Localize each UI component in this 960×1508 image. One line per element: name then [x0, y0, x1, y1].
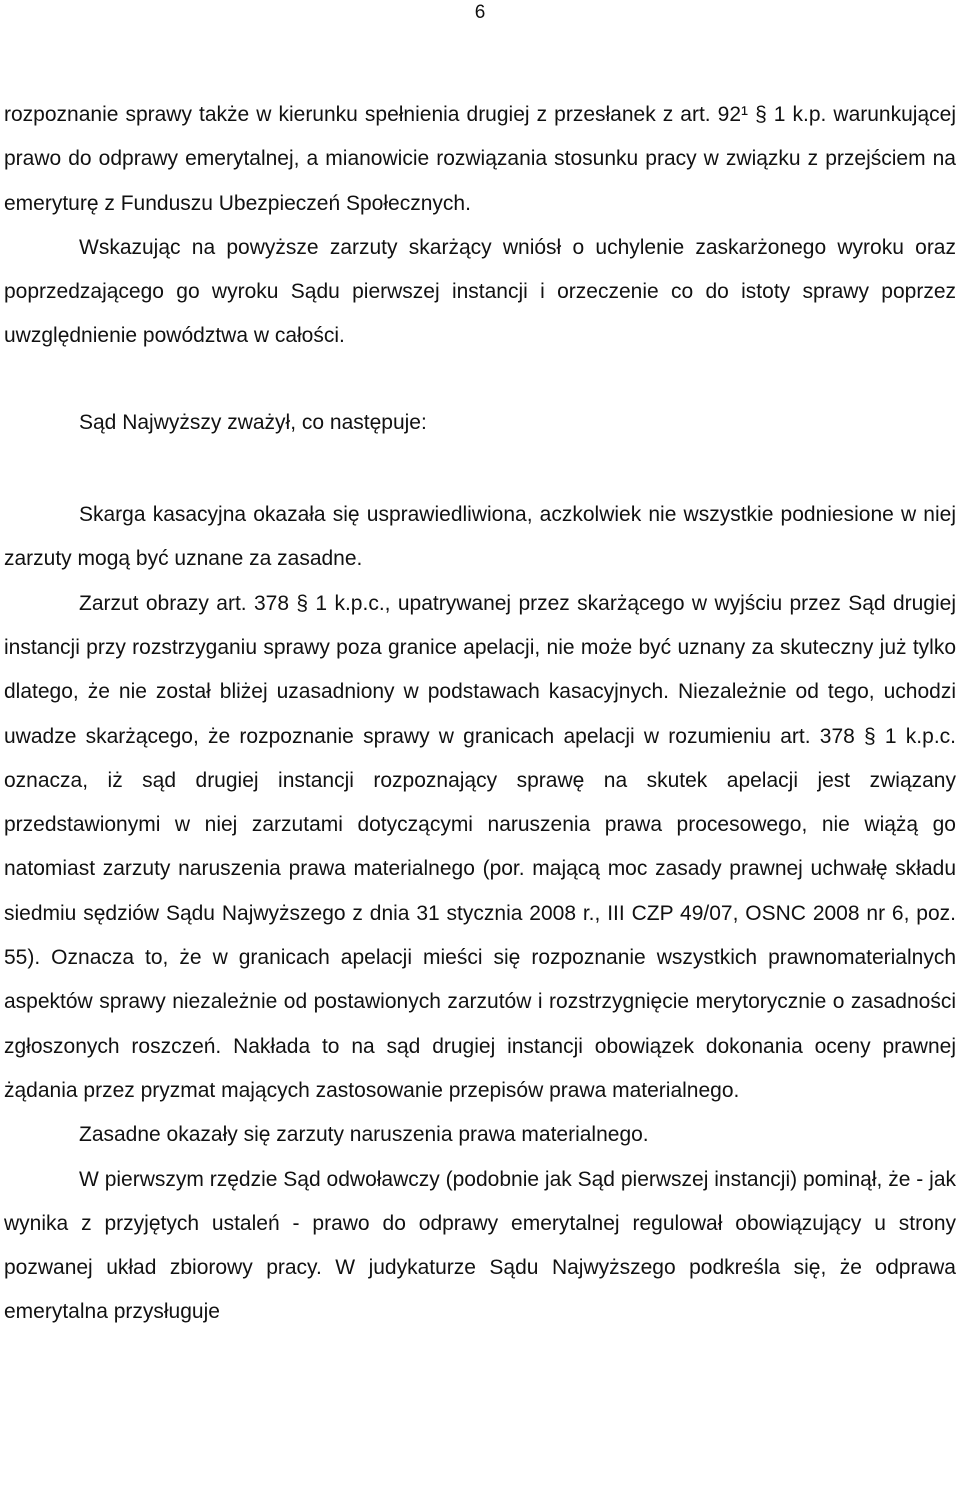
- paragraph-6: W pierwszym rzędzie Sąd odwoławczy (podobnie jak Sąd pierwszej instancji) pominął, że - jak wynika z przyjętych ustaleń - prawo do odprawy emerytalnej regulował obowiązujący u strony pozwanej układ zbiorowy pracy. W judykaturze Sądu Najwyższego podkreśla się, że odprawa emerytalna przysługuje: [4, 1167, 956, 1324]
- paragraph-1: rozpoznanie sprawy także w kierunku spełnienia drugiej z przesłanek z art. 92¹ § 1 k.p. warunkującej prawo do odprawy emerytalnej, a mianowicie rozwiązania stosunku pracy w związku z przejściem na emeryturę z Funduszu Ubezpieczeń Społecznych.: [4, 103, 956, 215]
- section-heading: Sąd Najwyższy zważył, co następuje:: [79, 410, 427, 434]
- spacer: [4, 359, 956, 401]
- paragraph-2: Wskazując na powyższe zarzuty skarżący wniósł o uchylenie zaskarżonego wyroku oraz poprzedzającego go wyroku Sądu pierwszej instancji i orzeczenie co do istoty sprawy poprzez uwzględnienie powództwa w całości.: [4, 235, 956, 348]
- document-body: [4, 93, 956, 1335]
- paragraph-3: Skarga kasacyjna okazała się usprawiedliwiona, aczkolwiek nie wszystkie podniesione w niej zarzuty mogą być uznane za zasadne.: [4, 503, 956, 571]
- page-number: 6: [474, 2, 486, 23]
- paragraph-4: Zarzut obrazy art. 378 § 1 k.p.c., upatrywanej przez skarżącego w wyjściu przez Sąd drugiej instancji przy rozstrzyganiu sprawy poza granice apelacji, nie może być uznany za skuteczny już tylko dlatego, że nie został bliżej uzasadniony w podstawach kasacyjnych. Niezależnie od tego, uchodzi uwadze skarżącego, że rozpoznanie sprawy w granicach apelacji w rozumieniu art. 378 § 1 k.p.c. oznacza, iż sąd drugiej instancji rozpoznający sprawę na skutek apelacji jest związany przedstawionymi w niej zarzutami dotyczącymi naruszenia prawa procesowego, nie wiążą go natomiast zarzuty naruszenia prawa materialnego (por. mającą moc zasady prawnej uchwałę składu siedmiu sędziów Sądu Najwyższego z dnia 31 stycznia 2008 r., III CZP 49/07, OSNC 2008 nr 6, poz. 55). Oznacza to, że w granicach apelacji mieści się rozpoznanie wszystkich prawnomaterialnych aspektów sprawy niezależnie od postawionych zarzutów i rozstrzygnięcie merytorycznie o zasadności zgłoszonych roszczeń. Nakłada to na sąd drugiej instancji obowiązek dokonania oceny prawnej żądania przez pryzmat mających zastosowanie przepisów prawa materialnego.: [4, 591, 956, 1102]
- paragraph-5: Zasadne okazały się zarzuty naruszenia prawa materialnego.: [79, 1123, 649, 1147]
- spacer: [4, 445, 956, 493]
